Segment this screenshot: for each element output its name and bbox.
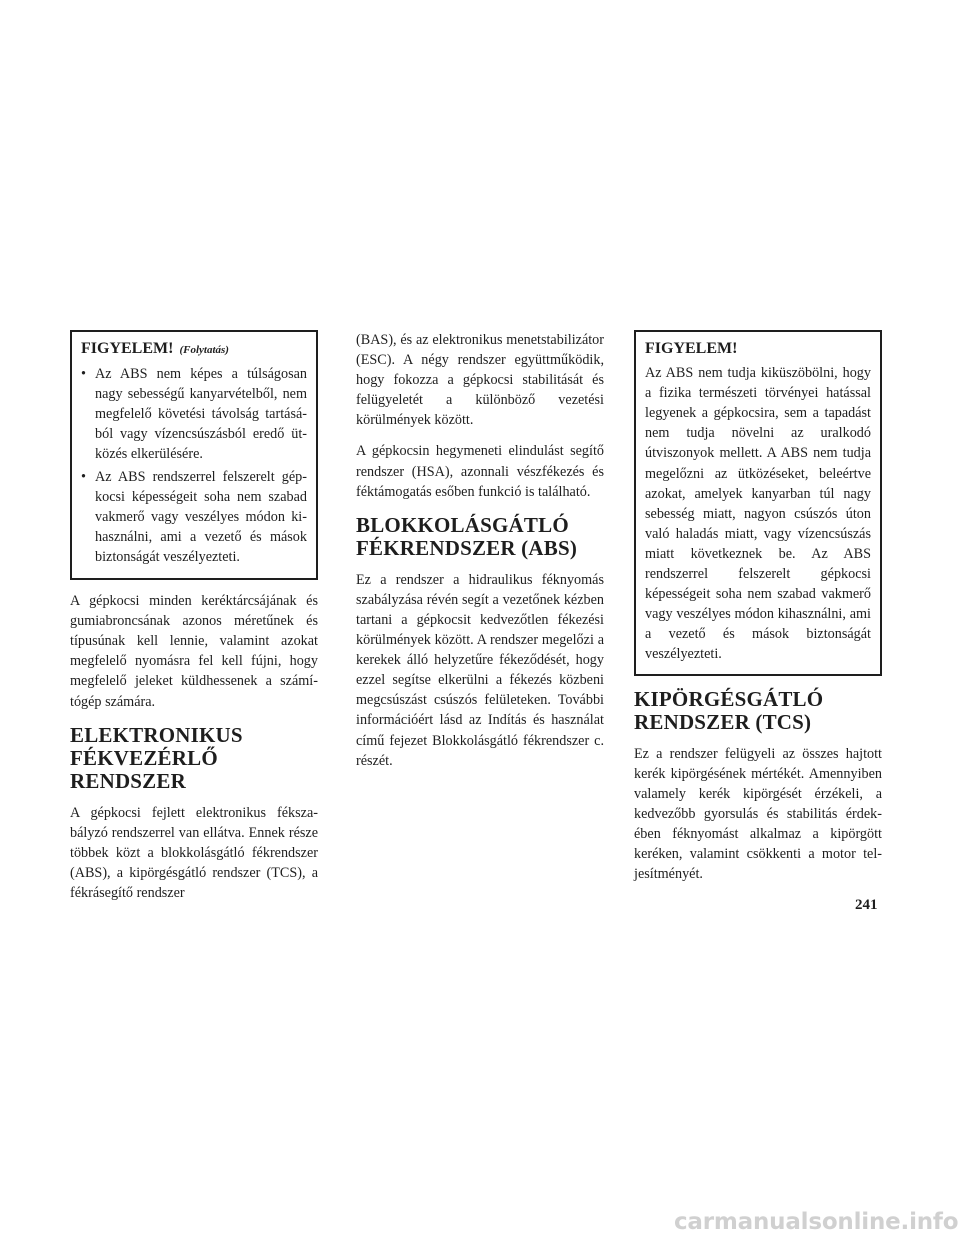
page-number: 241 [855, 897, 878, 913]
warning-text: Az ABS nem tudja kiküszöbölni, hogy a fizika természeti törvényei hatással legyenek a gépkocsira, sem a tapadást nem tudja növelni az uralkodó útviszonyok mellett. A ABS nem tudja megelőzni az ütközéseket, beleértve azokat, amelyek kanyarban túl nagy sebesség miatt, nagyon csúszós úton való haladás miatt, vagy vízencsúszás miatt következnek be. Az ABS rendszerrel felszerelt gépkocsi képességeit soha nem szabad vakmerő vagy veszélyes módon kihasználni, ami a vezető és mások biztonságát veszélyezteti. [645, 365, 871, 663]
watermark: carmanualsonline.info [674, 1209, 959, 1235]
paragraph-abs: Ez a rendszer a hidraulikus féknyomás szabályzása révén segít a vezetőnek kézben tartani a gépkocsit kedvezőtlen fékezési körülmények között. A rendszer megelőzi a kerekek álló helyzetűre fékeződését, hogy ezzel segítse elkerülni a fékezés közbeni megcsúszást csúszós felületeken. További információért lásd az Indítás és használat című fejezet Blokkolásgátló fékrendszer c. részét. [356, 571, 604, 769]
warning-title: FIGYELEM! [81, 340, 174, 357]
warning-bullet-list [81, 364, 307, 567]
section-title-electronic-brake: ELEKTRONIKUS FÉKVEZÉRLŐ RENDSZER [70, 722, 243, 793]
warning-box-continued [70, 330, 318, 580]
warning-heading [81, 339, 307, 360]
warning-box-abs [634, 330, 882, 676]
paragraph-wheels: A gépkocsi minden keréktárcsájának és gumiabroncsának azonos méretűnek és típusúnak kell lennie, valamint azokat megfelelő nyomásra fel kell fújni, hogy megfelelő jeleket küldhessenek a számítógép számára. [70, 593, 318, 710]
warning-bullet: • Az ABS rendszerrel felszerelt gépkocsi képességeit soha nem szabad vakmerő vagy veszélyes módon kihasználni, ami a vezető és mások biztonságát veszélyezteti. [81, 467, 307, 567]
paragraph-tcs: Ez a rendszer felügyeli az összes hajtott kerék kipörgésének mértékét. Amennyiben valamely kerék kipörgését érzékeli, a kedvezőbb gyorsulás és stabilitás érdekében féknyomást alkalmaz a kipörgött keréken, valamint csökkenti a motor teljesítményét. [634, 745, 882, 883]
warning-continued-label: (Folytatás) [179, 344, 229, 356]
section-title-tcs: KIPÖRGÉSGÁTLÓ RENDSZER (TCS) [634, 686, 824, 734]
warning-bullet: • Az ABS nem képes a túlságosan nagy sebességű kanyarvételből, nem megfelelő követési távolság tartásából vagy vízencsúszásból eredő ütközés elkerülésére. [81, 364, 307, 464]
column-right [634, 330, 882, 895]
paragraph-systems-cooperate: (BAS), és az elektronikus menetstabilizátor (ESC). A négy rendszer együttműködik, hogy fokozza a gépkocsi stabilitását és felügyeletét a különböző vezetési körülmények között. [356, 332, 604, 429]
section-title-abs: BLOKKOLÁSGÁTLÓ FÉKRENDSZER (ABS) [356, 512, 578, 560]
column-left [70, 330, 318, 914]
paragraph-brake-system: A gépkocsi fejlett elektronikus fékszabályzó rendszerrel van ellátva. Ennek része többek közt a blokkolásgátló fékrendszer (ABS), a kipörgésgátló rendszer (TCS), a fékrásegítő rendszer [70, 804, 318, 901]
paragraph-hsa: A gépkocsin hegymeneti elindulást segítő rendszer (HSA), azonnali vészfékezés és féktámogatás esőben funkció is található. [356, 443, 604, 500]
warning-title: FIGYELEM! [645, 340, 738, 357]
column-middle [356, 330, 604, 782]
